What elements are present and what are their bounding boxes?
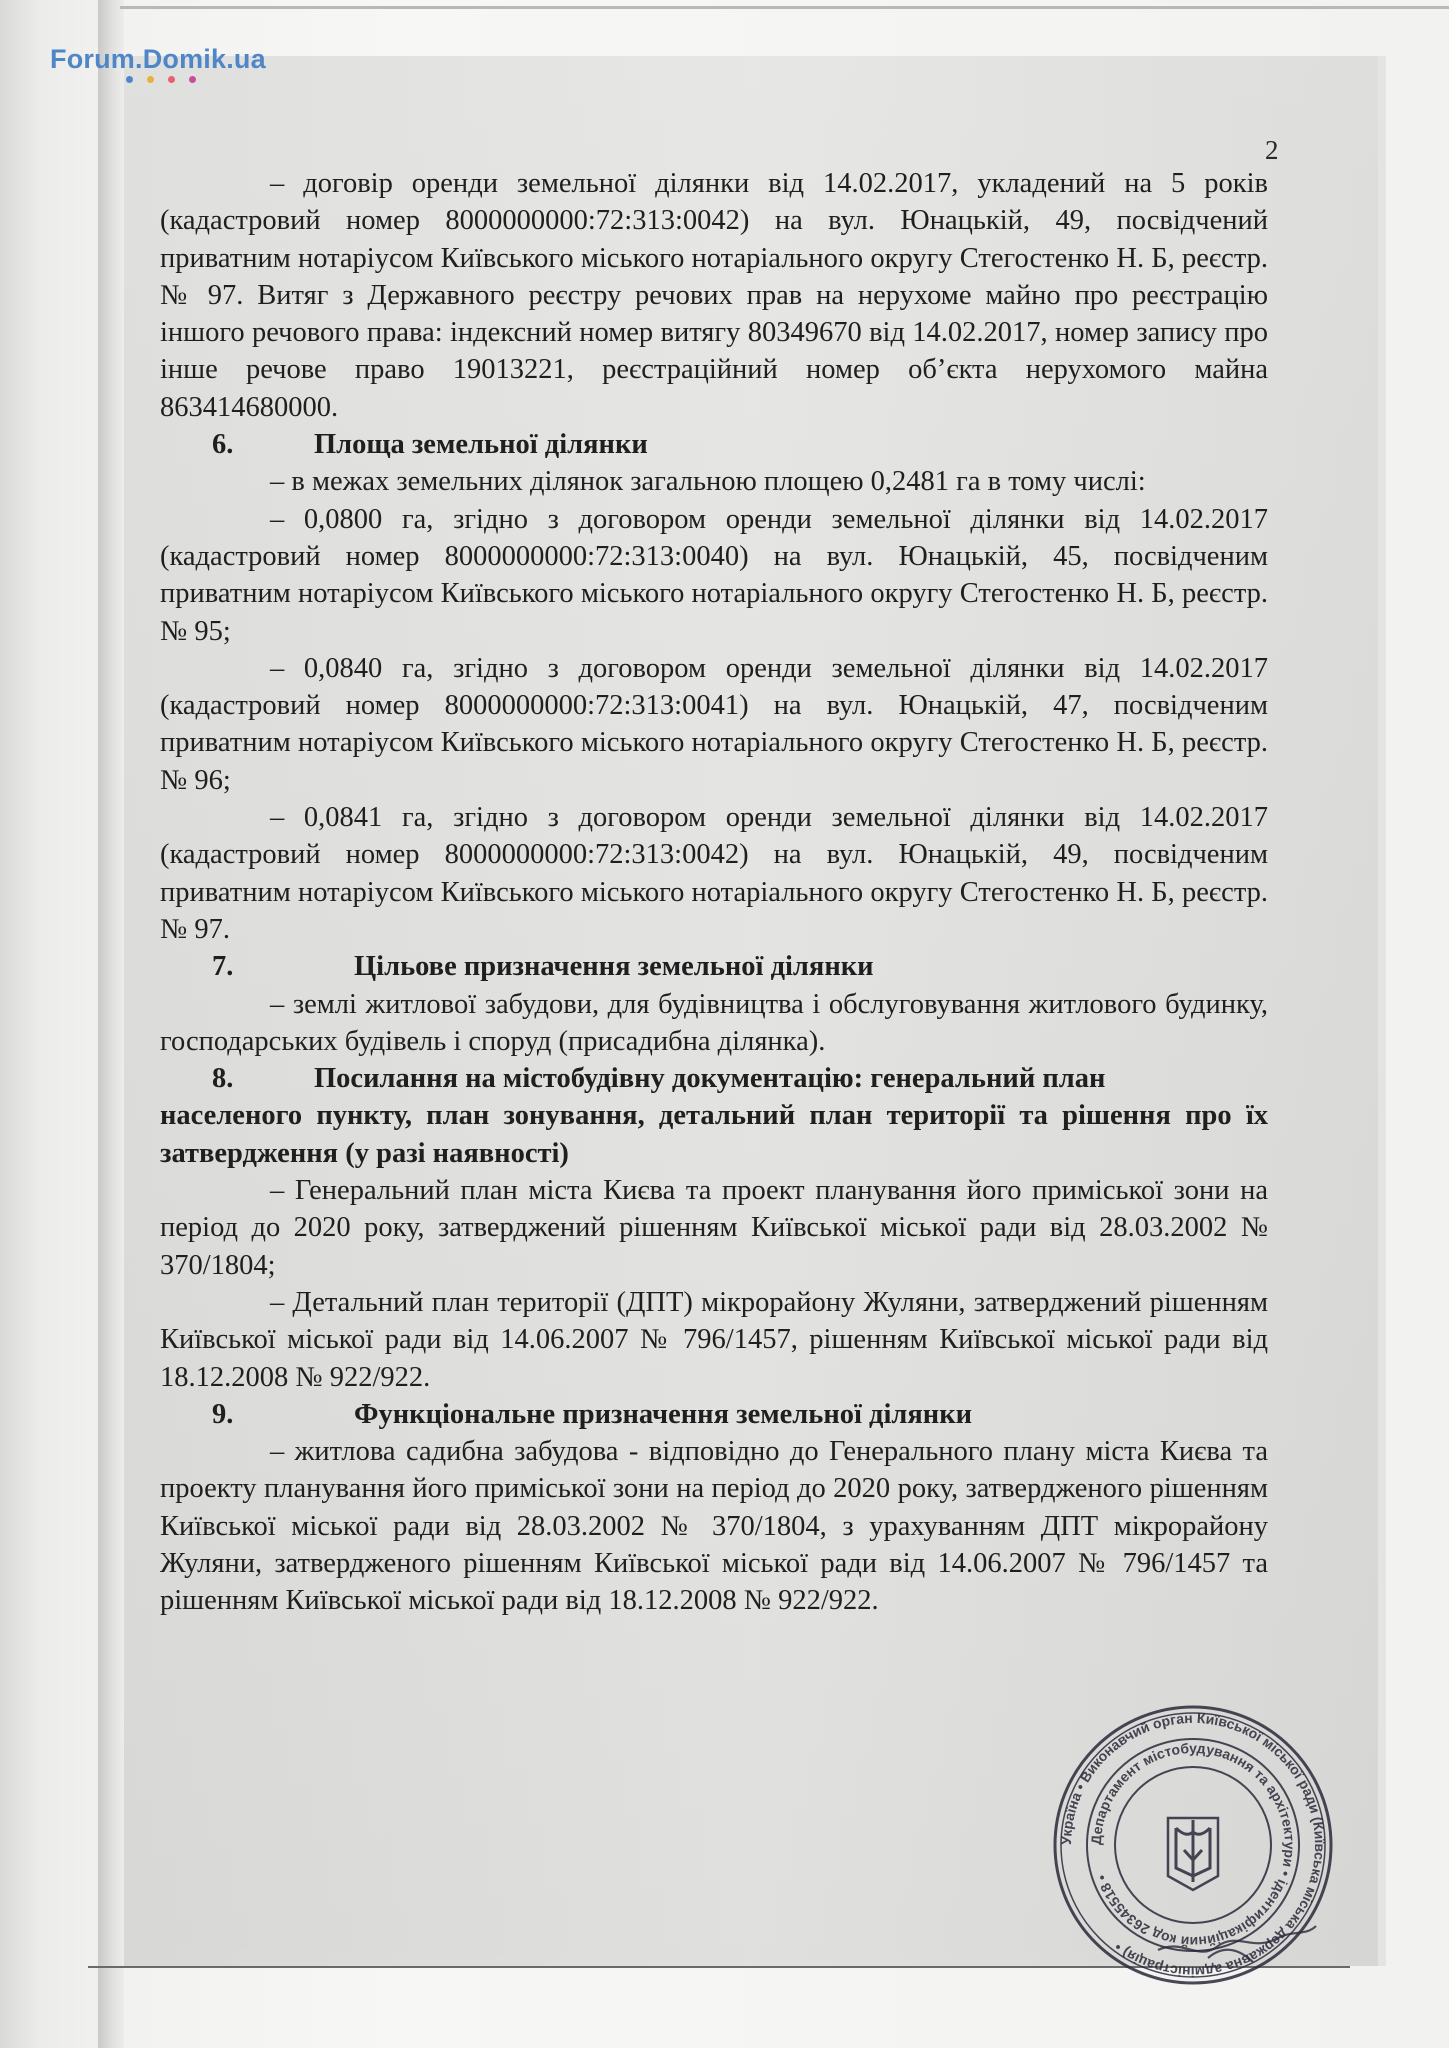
watermark-dot xyxy=(168,76,175,83)
section-title-rest: населеного пункту, план зонування, детальний план території та рішення про їх затвердження (у разі наявності) xyxy=(160,1100,1268,1169)
section-8-heading xyxy=(160,1060,1268,1172)
document-body xyxy=(160,165,1268,1620)
watermark-dot xyxy=(126,76,133,83)
section-8-item: – Генеральний план міста Києва та проект планування його приміської зони на період до 2020 року, затверджений рішенням Київської міської ради від 28.03.2002 № 370/1804; xyxy=(160,1175,1268,1281)
scan-page-fold xyxy=(98,0,124,2048)
section-number: 9. xyxy=(212,1398,234,1430)
section-title: Функціональне призначення земельної ділянки xyxy=(354,1398,973,1430)
section-9-heading xyxy=(160,1396,1268,1433)
section-title: Площа земельної ділянки xyxy=(314,429,648,461)
watermark-dots xyxy=(126,76,196,83)
section-8-item: – Детальний план території (ДПТ) мікрорайону Жуляни, затверджений рішенням Київської міської ради від 14.06.2007 № 796/1457, рішенням Київської міської ради від 18.12.2008 № 922/922. xyxy=(160,1286,1268,1393)
watermark-logo: Forum.Domik.ua xyxy=(50,44,266,74)
page-number: 2 xyxy=(1265,135,1279,165)
section-6-intro: – в межах земельних ділянок загальною площею 0,2481 га в тому числі: xyxy=(270,466,1146,498)
lease-agreement-paragraph: – договір оренди земельної ділянки від 14.02.2017, укладений на 5 років (кадастровий номер 8000000000:72:313:0042) на вул. Юнацькій, 49, посвідчений приватним нотаріусом Київського міського нотаріального округу Стегостенко Н. Б, реєстр. № 97. Витяг з Державного реєстру речових прав на нерухоме майно про реєстрацію іншого речового права: індексний номер витягу 80349670 від 14.02.2017, номер запису про інше речове право 19013221, реєстраційний номер об’єкта нерухомого майна 863414680000. xyxy=(160,168,1268,423)
seal-outer-text: Україна • Виконавчий орган Київської міської ради (Київська міська державна адміністрація) • xyxy=(1057,1709,1329,1981)
section-6-heading xyxy=(160,426,1268,463)
seal-inner-text: Департамент містобудування та архітектури • ідентифікаційний код 26345518 • xyxy=(1087,1739,1299,1951)
trident-icon xyxy=(1168,1818,1218,1890)
section-9-text: – житлова садибна забудова - відповідно до Генерального плану міста Києва та проекту планування його приміської зони на період до 2020 року, затвердженого рішенням Київської міської ради від 28.03.2002 № 370/1804, з урахуванням ДПТ мікрорайону Жуляни, затвердженого рішенням Київської міської ради від 14.06.2007 № 796/1457 та рішенням Київської міської ради від 18.12.2008 № 922/922. xyxy=(160,1436,1268,1617)
scan-top-edge xyxy=(120,6,1449,9)
official-seal-stamp xyxy=(1048,1700,1338,1990)
section-6-item: – 0,0840 га, згідно з договором оренди земельної ділянки від 14.02.2017 (кадастровий номер 8000000000:72:313:0041) на вул. Юнацькій, 47, посвідченим приватним нотаріусом Київського міського нотаріального округу Стегостенко Н. Б, реєстр. № 96; xyxy=(160,652,1268,796)
scan-right-edge xyxy=(1378,56,1386,1966)
watermark-dot xyxy=(189,76,196,83)
section-title: Цільове призначення земельної ділянки xyxy=(354,951,874,983)
section-number: 8. xyxy=(212,1063,234,1095)
section-title-lead: Посилання на містобудівну документацію: генеральний план xyxy=(314,1063,1106,1095)
section-7-heading xyxy=(160,948,1268,985)
section-number: 6. xyxy=(212,429,234,461)
section-6-item: – 0,0841 га, згідно з договором оренди земельної ділянки від 14.02.2017 (кадастровий номер 8000000000:72:313:0042) на вул. Юнацькій, 49, посвідченим приватним нотаріусом Київського міського нотаріального округу Стегостенко Н. Б, реєстр. № 97. xyxy=(160,802,1268,945)
section-number: 7. xyxy=(212,951,234,983)
section-6-item: – 0,0800 га, згідно з договором оренди земельної ділянки від 14.02.2017 (кадастровий номер 8000000000:72:313:0040) на вул. Юнацькій, 45, посвідченим приватним нотаріусом Київського міського нотаріального округу Стегостенко Н. Б, реєстр. № 95; xyxy=(160,503,1268,647)
section-7-text: – землі житлової забудови, для будівництва і обслуговування житлового будинку, господарських будівель і споруд (присадибна ділянка). xyxy=(160,988,1268,1057)
watermark-dot xyxy=(147,76,154,83)
